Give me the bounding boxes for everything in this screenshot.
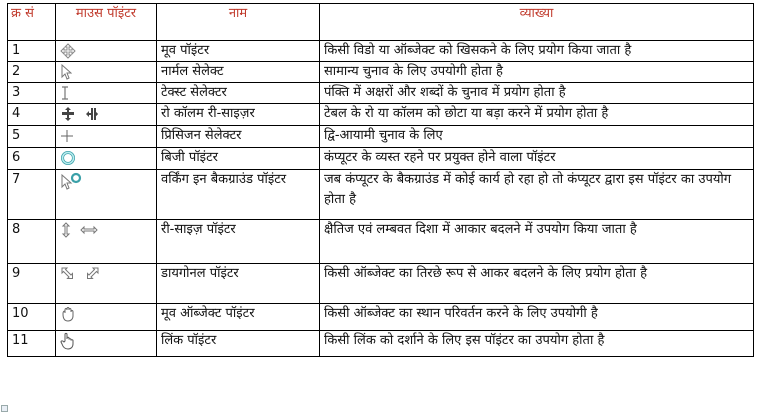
pointer-name: मूव पॉइंटर xyxy=(157,41,320,62)
move-object-hand-icon xyxy=(60,306,76,322)
table-row xyxy=(8,170,754,220)
pointer-description: कंप्यूटर के व्यस्त रहने पर प्रयुक्त होने वाला पॉइंटर xyxy=(320,148,754,170)
header-name: नाम xyxy=(157,4,320,41)
header-description: व्याख्या xyxy=(320,4,754,41)
link-hand-pointer-icon xyxy=(60,332,76,350)
pointer-description: द्वि-आयामी चुनाव के लिए xyxy=(320,126,754,148)
header-pointer: माउस पॉइंटर xyxy=(56,4,157,41)
row-number: 5 xyxy=(8,126,56,148)
pointer-name: मूव ऑब्जेक्ट पॉइंटर xyxy=(157,304,320,331)
table-row xyxy=(8,304,754,331)
busy-ring-icon xyxy=(60,150,76,166)
table-row xyxy=(8,83,754,104)
table-row xyxy=(8,331,754,357)
pointer-description: सामान्य चुनाव के लिए उपयोगी होता है xyxy=(320,62,754,83)
pointer-description: किसी विडो या ऑब्जेक्ट को खिसकने के लिए प्रयोग किया जाता है xyxy=(320,41,754,62)
arrow-pointer-icon xyxy=(60,64,72,80)
row-number: 8 xyxy=(8,220,56,264)
table-row xyxy=(8,264,754,304)
header-row xyxy=(8,4,754,41)
row-number: 4 xyxy=(8,104,56,126)
working-in-background-icon xyxy=(60,172,82,192)
row-column-resize-icon xyxy=(60,106,100,122)
row-number: 3 xyxy=(8,83,56,104)
crosshair-icon xyxy=(60,129,74,143)
pointer-description: किसी ऑब्जेक्ट का तिरछे रूप से आकर बदलने के लिए प्रयोग होता है xyxy=(320,264,754,304)
pointer-description: किसी ऑब्जेक्ट का स्थान परिवर्तन करने के लिए उपयोगी है xyxy=(320,304,754,331)
pointer-name: नार्मल सेलेक्ट xyxy=(157,62,320,83)
table-row xyxy=(8,41,754,62)
row-number: 2 xyxy=(8,62,56,83)
pointer-description: टेबल के रो या कॉलम को छोटा या बड़ा करने में प्रयोग होता है xyxy=(320,104,754,126)
table-row xyxy=(8,104,754,126)
pointer-description: क्षैतिज एवं लम्बवत दिशा में आकार बदलने में उपयोग किया जाता है xyxy=(320,220,754,264)
table-row xyxy=(8,62,754,83)
i-beam-icon xyxy=(60,85,70,101)
pointer-description: जब कंप्यूटर के बैकग्राउंड में कोई कार्य हो रहा हो तो कंप्यूटर द्वारा इस पॉइंटर का उपयोग होता है xyxy=(320,170,754,220)
pointer-name: प्रिसिजन सेलेक्टर xyxy=(157,126,320,148)
table-row xyxy=(8,220,754,264)
pointer-description: पंक्ति में अक्षरों और शब्दों के चुनाव में प्रयोग होता है xyxy=(320,83,754,104)
pointer-name: टेक्स्ट सेलेक्टर xyxy=(157,83,320,104)
row-number: 1 xyxy=(8,41,56,62)
table-row xyxy=(8,148,754,170)
header-serial: क्र सं xyxy=(8,4,56,41)
row-number: 10 xyxy=(8,304,56,331)
pointer-name: वर्किंग इन बैकग्राउंड पॉइंटर xyxy=(157,170,320,220)
pointer-description: किसी लिंक को दर्शाने के लिए इस पॉइंटर का उपयोग होता है xyxy=(320,331,754,357)
pointer-name: रो कॉलम री-साइज़र xyxy=(157,104,320,126)
resize-pointer-icon xyxy=(60,222,100,238)
mouse-pointer-table xyxy=(7,3,754,357)
row-number: 11 xyxy=(8,331,56,357)
row-number: 9 xyxy=(8,264,56,304)
table-row xyxy=(8,126,754,148)
pointer-name: लिंक पॉइंटर xyxy=(157,331,320,357)
pointer-name: बिजी पॉइंटर xyxy=(157,148,320,170)
diagonal-resize-icon xyxy=(60,266,100,282)
row-number: 6 xyxy=(8,148,56,170)
row-number: 7 xyxy=(8,170,56,220)
pointer-name: री-साइज़ पॉइंटर xyxy=(157,220,320,264)
pointer-name: डायगोनल पॉइंटर xyxy=(157,264,320,304)
move-pointer-icon xyxy=(60,43,76,59)
